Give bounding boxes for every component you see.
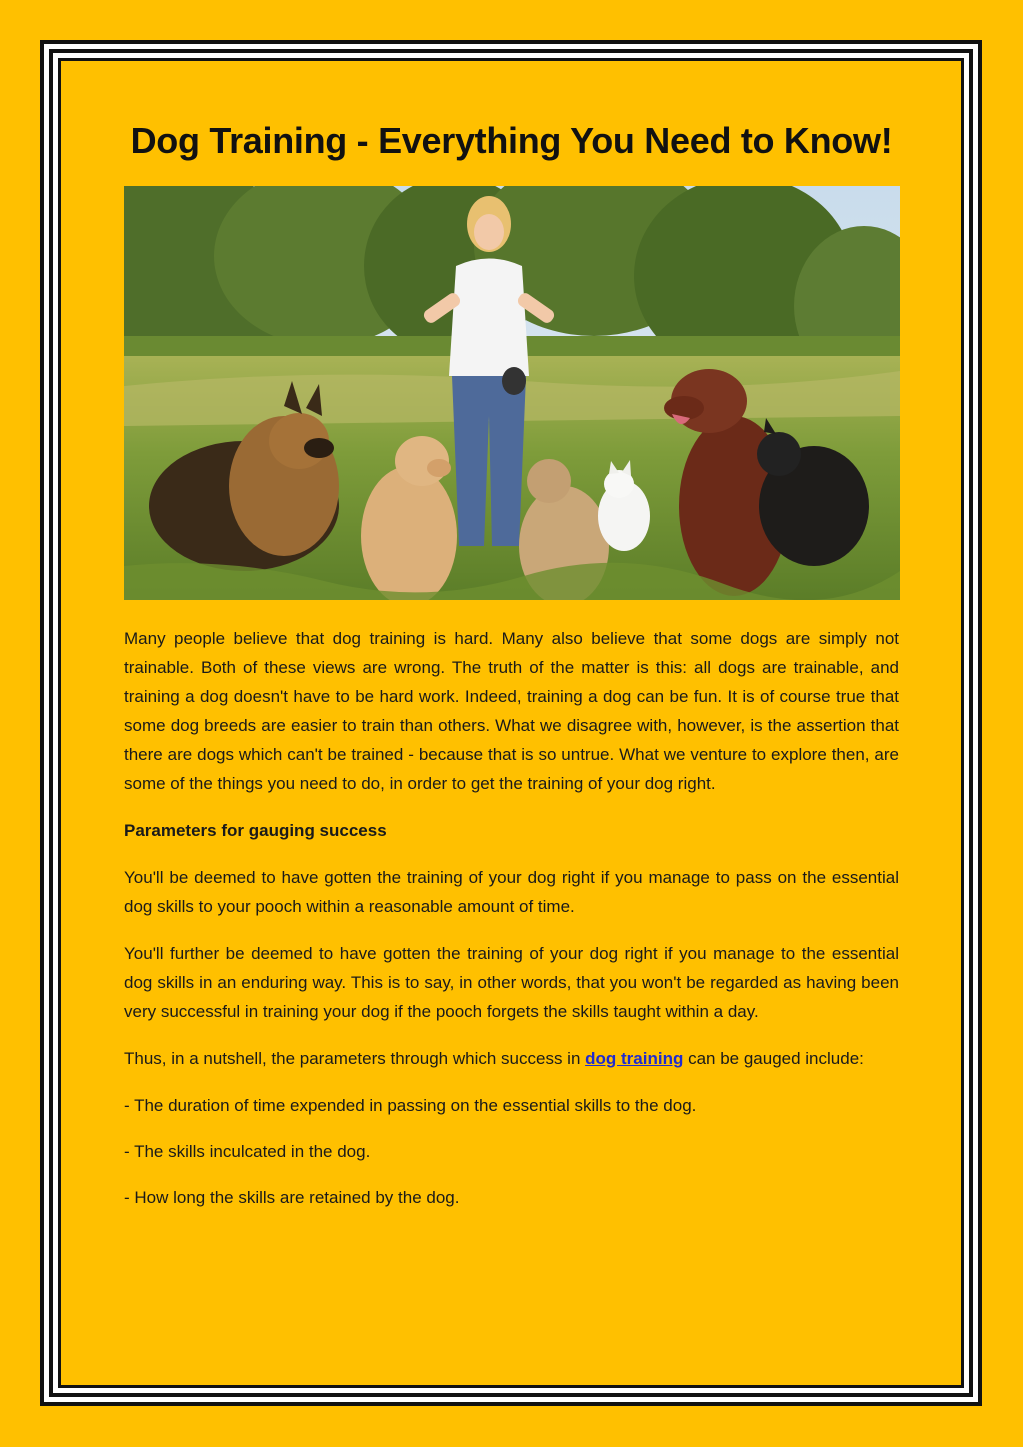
list-item: - The skills inculcated in the dog.: [124, 1142, 371, 1161]
dog-training-photo-icon: [124, 186, 900, 600]
list-item: - How long the skills are retained by the dog.: [124, 1188, 460, 1207]
page-title: Dog Training - Everything You Need to Know!: [130, 120, 893, 161]
section-heading: Parameters for gauging success: [124, 821, 387, 840]
paragraph-3: [124, 1044, 899, 1073]
dog-training-photo: [124, 186, 900, 600]
intro-paragraph: Many people believe that dog training is hard. Many also believe that some dogs are simply not trainable. Both of these views are wrong. The truth of the matter is this: all dogs are trainable, and training a dog doesn't have to be hard work. Indeed, training a dog can be fun. It is of course true that some dog breeds are easier to train than others. What we disagree with, however, is the assertion that there are dogs which can't be trained - because that is so untrue. What we venture to explore then, are some of the things you need to do, in order to get the training of your dog right.: [124, 629, 899, 793]
paragraph-1: You'll be deemed to have gotten the training of your dog right if you manage to pass on the essential dog skills to your pooch within a reasonable amount of time.: [124, 868, 899, 916]
paragraph-3-end: can be gauged include:: [683, 1049, 864, 1068]
dog-training-link[interactable]: dog training: [585, 1049, 684, 1068]
list-item: - The duration of time expended in passing on the essential skills to the dog.: [124, 1096, 697, 1115]
paragraph-3-start: Thus, in a nutshell, the parameters through which success in: [124, 1049, 586, 1068]
document-body: [124, 120, 899, 1229]
parameters-list: [124, 1091, 899, 1212]
paragraph-2: You'll further be deemed to have gotten the training of your dog right if you manage to the essential dog skills in an enduring way. This is to say, in other words, that you won't be regarded as having been very successful in training your dog if the pooch forgets the skills taught within a day.: [124, 944, 899, 1021]
